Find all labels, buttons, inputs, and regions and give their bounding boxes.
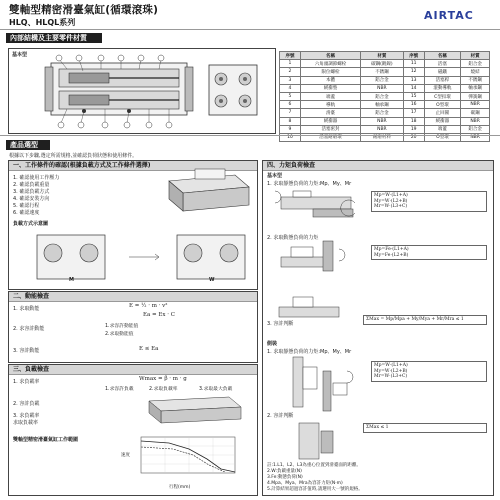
table-row bbox=[280, 76, 490, 84]
table-cell: 軸承鋼 bbox=[361, 101, 404, 109]
moment-block1-title: 1. 求取靜態負荷的力矩:Mp、My、Mr bbox=[267, 181, 352, 187]
footnote: 3.Fe:動態負荷(N) bbox=[267, 475, 303, 480]
footnote: 2.W:負載重量(N) bbox=[267, 469, 302, 474]
series-subtitle: HLQ、HLQL系列 bbox=[9, 18, 76, 27]
moment-sub-a: 基本型 bbox=[267, 173, 283, 179]
table-cell: 滾動導軌 bbox=[424, 84, 461, 92]
step1-item: 4. 確認安裝方向 bbox=[13, 196, 50, 202]
section-divider bbox=[0, 135, 500, 136]
table-cell: 碳鋼(鍍鎳) bbox=[361, 60, 404, 68]
selection-intro: 根據以下步驟,選定所需規格,並確認負荷狀態和使用條件。 bbox=[9, 153, 138, 159]
table-cell: 活塞耐磨環 bbox=[300, 133, 360, 141]
table-cell: NBR bbox=[361, 125, 404, 133]
cylinder-cross-section bbox=[9, 49, 275, 133]
step2-row1-formula-b: Ea = Ex · C bbox=[143, 312, 175, 318]
table-cell: 15 bbox=[403, 92, 424, 100]
block2-formula: Mp=Fe·(L1+A) bbox=[374, 247, 409, 252]
table-cell: 不銹鋼 bbox=[361, 68, 404, 76]
block3-formula-box bbox=[363, 315, 487, 325]
table-cell: 10 bbox=[280, 133, 301, 141]
table-cell: 緩衝墊 bbox=[300, 84, 360, 92]
table-cell: 20 bbox=[403, 133, 424, 141]
table-cell: 止回閥 bbox=[424, 109, 461, 117]
block1-formula: Mr=W·(L3+C) bbox=[374, 204, 408, 209]
col-header: 序號 bbox=[403, 52, 424, 60]
parts-material-table bbox=[279, 51, 490, 142]
col-header: 材質 bbox=[361, 52, 404, 60]
block2-formula-box bbox=[371, 245, 487, 260]
header-divider bbox=[0, 29, 500, 30]
table-cell: 軸承鋼 bbox=[461, 84, 490, 92]
step2-row3-formula: E ≤ Ea bbox=[139, 346, 159, 352]
step1-item: 2. 確認負載重量 bbox=[13, 182, 50, 188]
table-row bbox=[280, 68, 490, 76]
chart-ylabel: 速度 bbox=[121, 453, 130, 458]
step2-title: 二、動能檢查 bbox=[9, 292, 257, 302]
block1-formula: Mp=W·(L1+A) bbox=[374, 193, 408, 198]
table-cell: NBR bbox=[461, 117, 490, 125]
step2-row2-item: 2.求取動能值 bbox=[105, 332, 134, 337]
load-label-right: W bbox=[209, 277, 215, 283]
block1-formula: My=W·(L2+B) bbox=[374, 198, 408, 204]
step1-item: 1. 確認使用工作壓力 bbox=[13, 175, 60, 181]
block4-formula-box bbox=[371, 361, 487, 382]
step3-title: 三、負載檢查 bbox=[9, 365, 257, 375]
table-cell: 耐磨材料 bbox=[361, 133, 404, 141]
airtac-logo-icon bbox=[424, 8, 490, 22]
moment-check-frame bbox=[262, 160, 494, 496]
table-cell: NBR bbox=[461, 133, 490, 141]
step1-frame bbox=[8, 160, 258, 290]
step2-row1-formula: E = ½ · m · v² bbox=[129, 303, 168, 309]
table-cell: NBR bbox=[461, 101, 490, 109]
step2-row3-label: 3. 容許動能 bbox=[13, 348, 40, 354]
table-cell: 鋁合金 bbox=[461, 125, 490, 133]
table-cell: 3 bbox=[280, 76, 301, 84]
table-cell: 2 bbox=[280, 68, 301, 76]
block1-formula-box bbox=[371, 191, 487, 212]
structure-section-title: 內部結構及主要零件材質 bbox=[6, 33, 102, 43]
step3-frame bbox=[8, 364, 258, 496]
table-row bbox=[280, 109, 490, 117]
load-label-left: M bbox=[69, 277, 74, 283]
page-title: 雙軸型精密滑臺氣缸(循環滾珠) bbox=[9, 4, 159, 16]
moment-sub-b: 側裝 bbox=[267, 341, 278, 347]
moment-block4-title: 1. 求取靜態負荷的力矩:Mp、My、Mr bbox=[267, 349, 352, 355]
table-cell: 本體 bbox=[300, 76, 360, 84]
table-cell: 燒結 bbox=[461, 68, 490, 76]
table-cell: 9 bbox=[280, 125, 301, 133]
col-header: 材質 bbox=[461, 52, 490, 60]
block5-formula-box bbox=[363, 423, 487, 433]
table-cell: 16 bbox=[403, 101, 424, 109]
table-cell: 鋁合金 bbox=[361, 92, 404, 100]
drawing-label: 基本型 bbox=[12, 52, 28, 58]
block3-formula: ΣMax = Mp/Mpa + My/Mya + Mr/Mra ≤ 1 bbox=[366, 317, 464, 322]
moment-block3-title: 3. 容許判斷 bbox=[267, 321, 294, 327]
chart-title: 雙軸型精密滑臺氣缸工作範圍 bbox=[13, 437, 79, 443]
table-cell: 14 bbox=[403, 84, 424, 92]
step3-row1-item: 1.求容許負載 bbox=[105, 387, 134, 392]
table-row bbox=[280, 117, 490, 125]
brand-logo bbox=[424, 8, 490, 22]
step3-row1-item: 2.求取負載率 bbox=[149, 387, 178, 392]
table-cell: 11 bbox=[403, 60, 424, 68]
moment-block5-title: 2. 容許判斷 bbox=[267, 413, 294, 419]
step1-title: 一、工作條件的確認(根據負載方式及工作條件選擇) bbox=[9, 161, 257, 171]
step3-row1-label: 1. 求負載率 bbox=[13, 379, 40, 385]
table-cell: O型環 bbox=[424, 133, 461, 141]
table-cell: 不銹鋼 bbox=[461, 76, 490, 84]
table-row bbox=[280, 125, 490, 133]
table-cell: 滑臺 bbox=[300, 109, 360, 117]
table-cell: 磁鐵 bbox=[424, 68, 461, 76]
step3-row1-item: 3.求取最大負載 bbox=[199, 387, 233, 392]
footnote: 5.計算結果超過容許值時,請選用大一號的規格。 bbox=[267, 487, 363, 492]
table-cell: 端蓋 bbox=[424, 125, 461, 133]
step2-frame bbox=[8, 291, 258, 363]
step3-row1-formula: Wmax = β · m · g bbox=[139, 376, 187, 382]
table-row bbox=[280, 60, 490, 68]
table-header-row bbox=[280, 52, 490, 60]
table-cell: 彈簧鋼 bbox=[461, 92, 490, 100]
block5-formula: ΣMax ≤ 1 bbox=[366, 425, 389, 430]
col-header: 名稱 bbox=[300, 52, 360, 60]
table-cell: 緩衝器 bbox=[300, 117, 360, 125]
table-cell: 緩衝器 bbox=[424, 117, 461, 125]
table-cell: 活塞 bbox=[424, 60, 461, 68]
table-cell: 鋁合金 bbox=[361, 76, 404, 84]
table-cell: 碳鋼 bbox=[461, 109, 490, 117]
table-cell: 鋁合金 bbox=[361, 109, 404, 117]
table-cell: 1 bbox=[280, 60, 301, 68]
table-cell: 6 bbox=[280, 101, 301, 109]
block4-formula: My=W·(L2+B) bbox=[374, 368, 408, 374]
step1-item: 3. 確認負載方式 bbox=[13, 189, 50, 195]
moment-block2-title: 2. 求取動態負荷的力矩 bbox=[267, 235, 319, 241]
moment-section-title: 四、力矩負荷檢查 bbox=[263, 161, 493, 171]
step2-row2-item: 1.求容許動能值 bbox=[105, 324, 139, 329]
table-cell: NBR bbox=[361, 84, 404, 92]
chart-xlabel: 行程(mm) bbox=[169, 485, 191, 490]
table-cell: 17 bbox=[403, 109, 424, 117]
working-range-chart bbox=[129, 435, 239, 483]
table-cell: O型環 bbox=[424, 101, 461, 109]
table-cell: 19 bbox=[403, 125, 424, 133]
table-row bbox=[280, 92, 490, 100]
step3-row3-sub: 求取負載率 bbox=[13, 420, 39, 426]
table-cell: 導軌 bbox=[300, 101, 360, 109]
table-cell: 7 bbox=[280, 109, 301, 117]
step3-row2-label: 2. 容許負載 bbox=[13, 401, 40, 407]
table-cell: 限位螺栓 bbox=[300, 68, 360, 76]
block4-formula: Mp=W·(L1+A) bbox=[374, 363, 408, 368]
step1-item: 6. 確認速度 bbox=[13, 210, 40, 216]
table-cell: NBR bbox=[361, 117, 404, 125]
table-cell: C型扣環 bbox=[424, 92, 461, 100]
structure-drawing-frame bbox=[8, 48, 276, 134]
footnote: 註:1.L1、L2、L3為重心位置到滑臺面的距離。 bbox=[267, 463, 361, 468]
selection-section-title: 產品選型 bbox=[6, 140, 50, 150]
footnote: 4.Mpa、Mya、Mra為容許力矩(N·m) bbox=[267, 481, 343, 486]
col-header: 序號 bbox=[280, 52, 301, 60]
step2-row2-label: 2. 求容許動能 bbox=[13, 326, 45, 332]
table-cell: 13 bbox=[403, 76, 424, 84]
step3-row3-label: 3. 求負載率 bbox=[13, 413, 40, 419]
table-cell: 端蓋 bbox=[300, 92, 360, 100]
table-cell: 4 bbox=[280, 84, 301, 92]
brand-text: AIRTAC bbox=[424, 9, 474, 22]
table-cell: 活塞桿 bbox=[424, 76, 461, 84]
table-cell: 鋁合金 bbox=[461, 60, 490, 68]
block2-formula: My=Fe·(L2+B) bbox=[374, 252, 409, 258]
table-cell: 六角頭調節螺栓 bbox=[300, 60, 360, 68]
table-cell: 8 bbox=[280, 117, 301, 125]
table-row bbox=[280, 101, 490, 109]
step1-note: 負載方式示意圖 bbox=[13, 221, 49, 227]
table-cell: 5 bbox=[280, 92, 301, 100]
block4-formula: Mr=W·(L3+C) bbox=[374, 374, 408, 379]
step2-row1-label: 1. 求取動能 bbox=[13, 306, 40, 312]
step1-item: 5. 確認行程 bbox=[13, 203, 40, 209]
col-header: 名稱 bbox=[424, 52, 461, 60]
table-cell: 18 bbox=[403, 117, 424, 125]
table-cell: 12 bbox=[403, 68, 424, 76]
table-cell: 活塞密封 bbox=[300, 125, 360, 133]
load-method-illustration bbox=[9, 161, 257, 289]
table-row bbox=[280, 84, 490, 92]
